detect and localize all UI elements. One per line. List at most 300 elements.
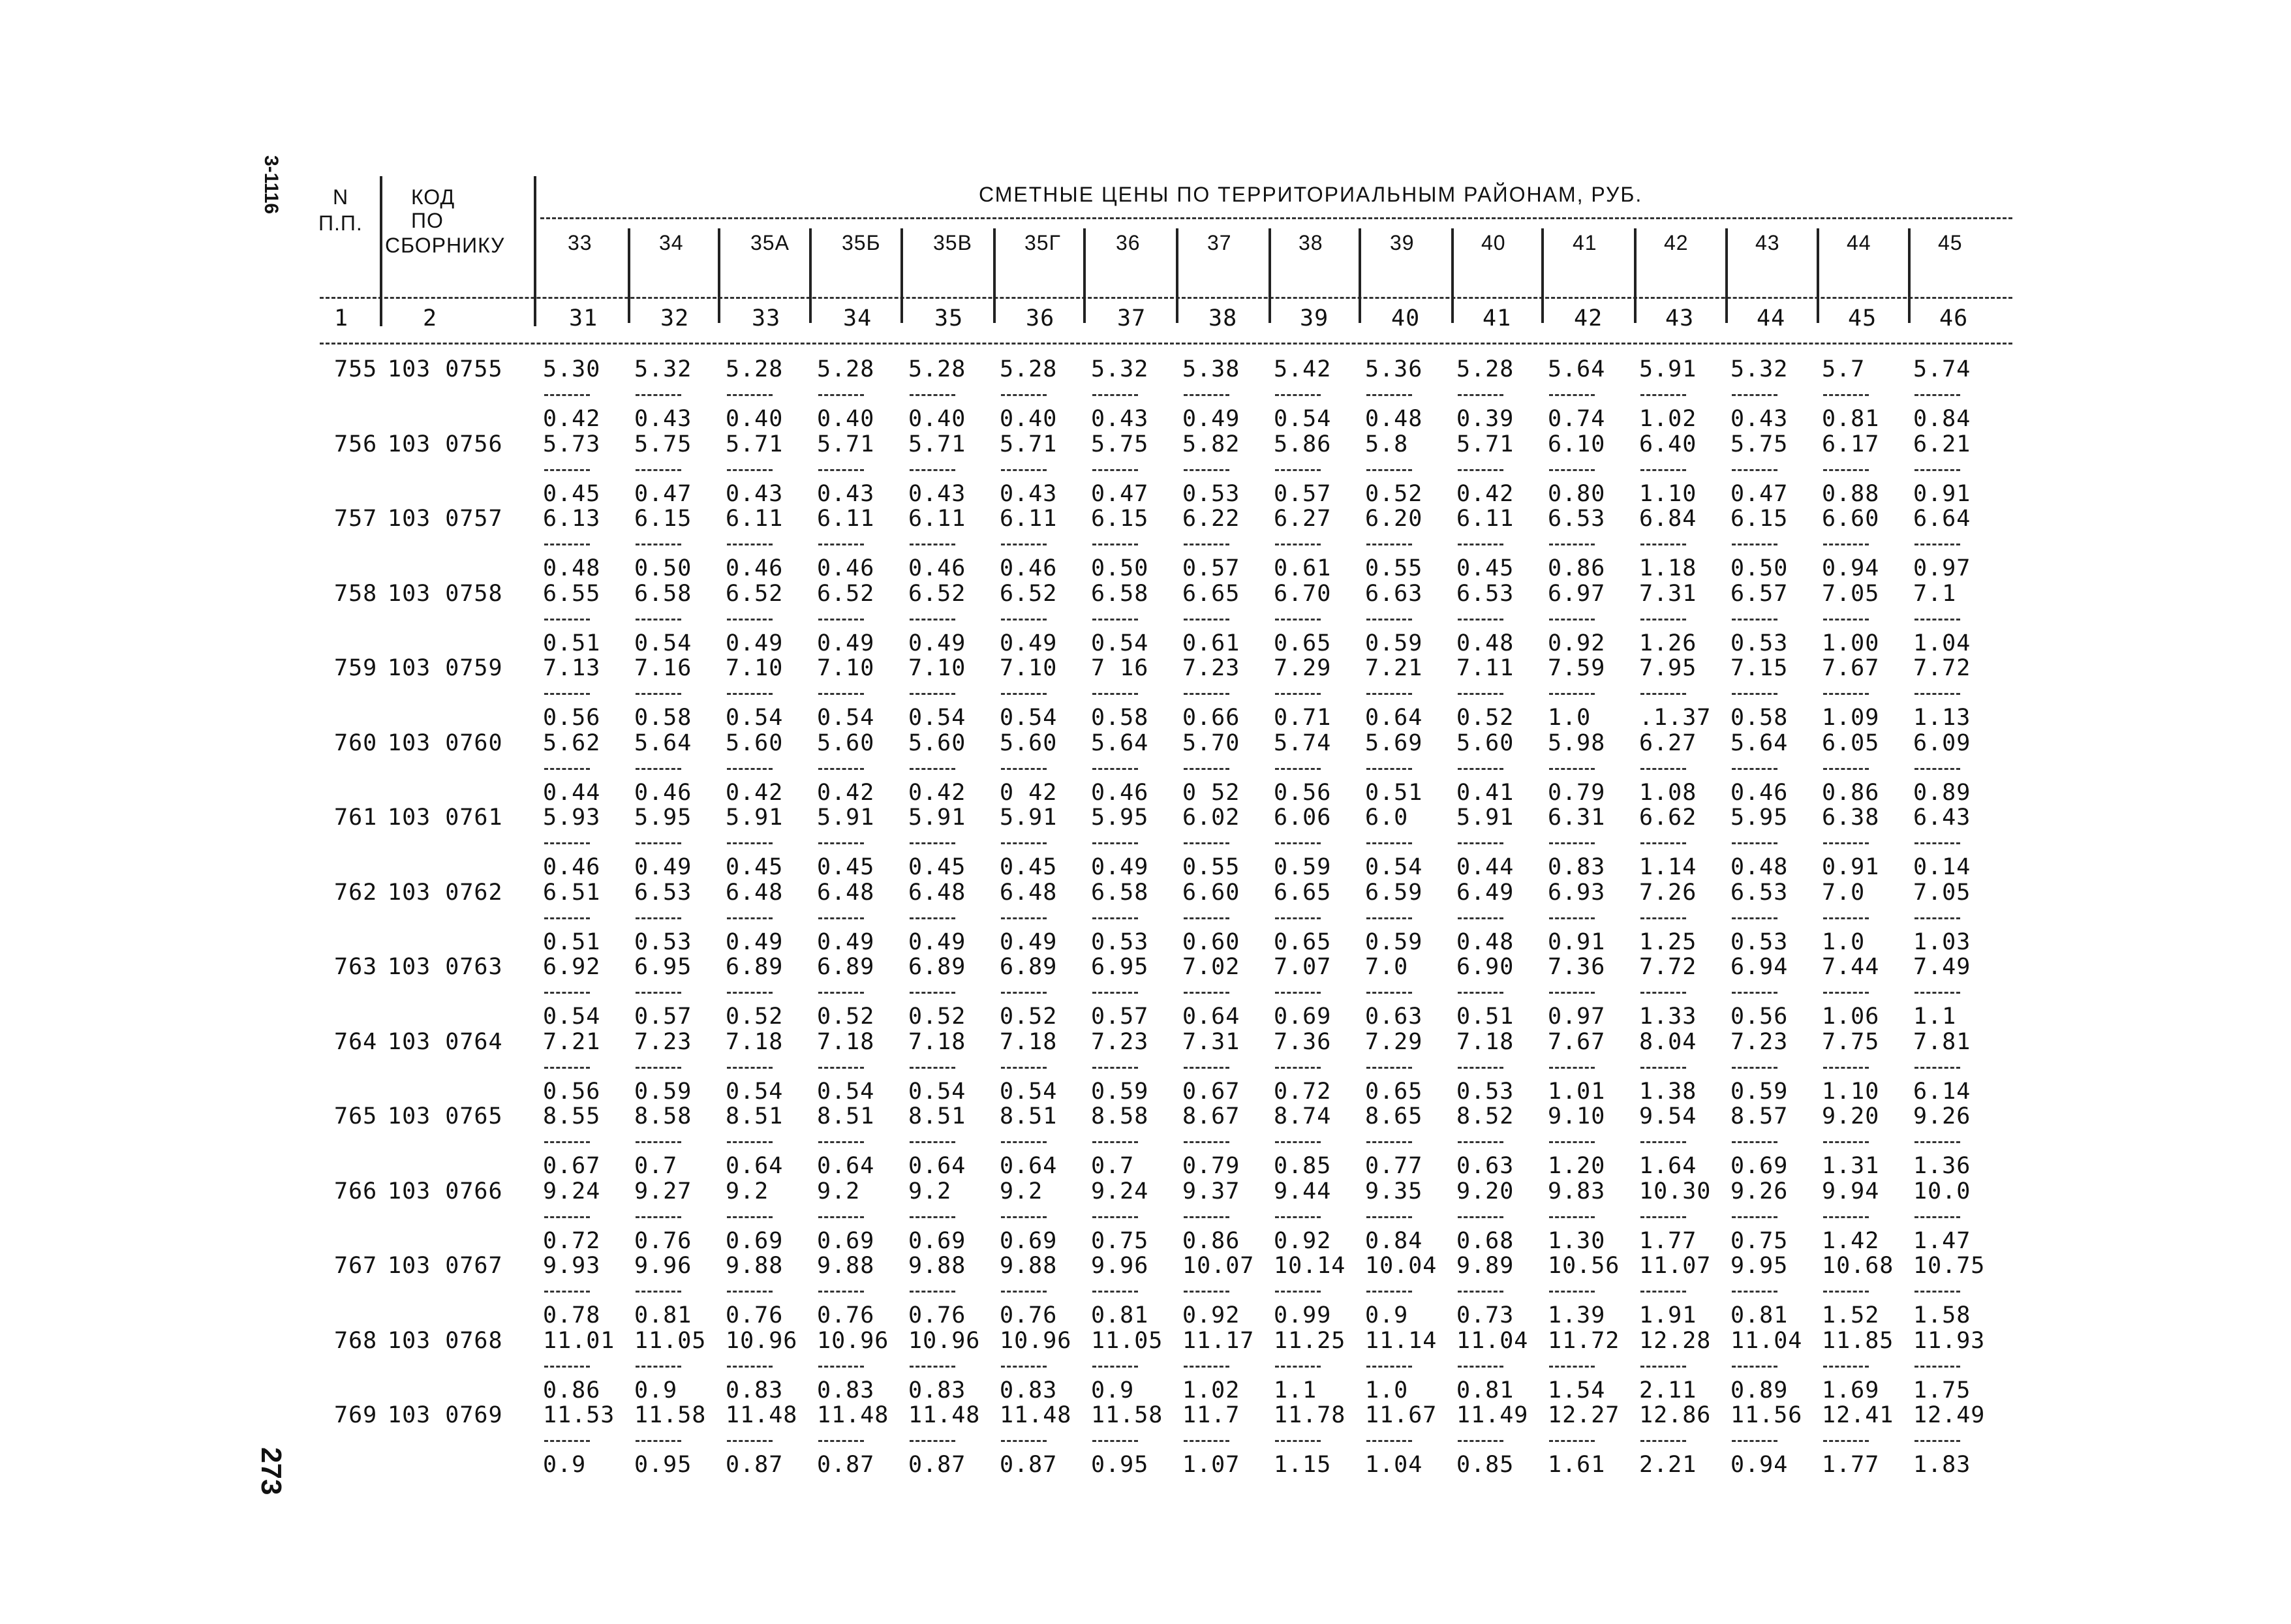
fraction-rule — [1549, 917, 1595, 919]
sub-price-cell: 0.54 — [1091, 630, 1149, 656]
sub-price-cell: 1.03 — [1913, 928, 1971, 955]
fraction-rule — [1275, 469, 1321, 471]
sub-price-cell: 0.44 — [543, 779, 601, 806]
price-cell: 5.28 — [1000, 356, 1058, 382]
district-header: 40 — [1481, 231, 1506, 254]
price-cell: 6.70 — [1274, 580, 1332, 607]
fraction-rule — [544, 394, 590, 396]
fraction-rule — [544, 1366, 590, 1368]
fraction-rule — [1184, 1216, 1229, 1218]
fraction-rule — [1275, 768, 1321, 770]
price-cell: 12.28 — [1639, 1327, 1712, 1354]
price-cell: 5.60 — [1456, 729, 1515, 756]
fraction-rule — [1275, 1141, 1321, 1143]
sub-price-cell: 1.00 — [1822, 630, 1880, 656]
fraction-rule — [727, 992, 773, 994]
sub-price-cell: 0.54 — [1000, 1078, 1058, 1105]
price-cell: 11.49 — [1456, 1402, 1529, 1428]
sub-price-cell: 1.38 — [1639, 1078, 1697, 1105]
price-cell: 6.58 — [634, 580, 692, 607]
fraction-rule — [818, 1366, 864, 1368]
fraction-rule — [910, 917, 955, 919]
sub-price-cell: 0.54 — [726, 705, 784, 731]
fraction-rule — [727, 469, 773, 471]
fraction-rule — [1275, 394, 1321, 396]
price-cell: 6.53 — [1730, 879, 1789, 906]
sub-price-cell: 0 42 — [1000, 779, 1058, 806]
sub-price-cell: 0.46 — [1091, 779, 1149, 806]
fraction-rule — [1823, 544, 1869, 545]
sub-price-cell: 0.97 — [1548, 1004, 1606, 1030]
price-cell: 7.18 — [726, 1028, 784, 1055]
fraction-rule — [1640, 768, 1686, 770]
fraction-rule — [910, 842, 955, 844]
price-cell: 7.10 — [817, 655, 875, 681]
price-cell: 7.13 — [543, 655, 601, 681]
sub-price-cell: 0.14 — [1913, 854, 1971, 880]
price-cell: 5.28 — [817, 356, 875, 382]
sub-price-cell: 0.43 — [1730, 406, 1789, 432]
fraction-rule — [1275, 1067, 1321, 1069]
price-cell: 9.88 — [908, 1253, 966, 1279]
sub-price-cell: 0.92 — [1274, 1227, 1332, 1254]
district-header: 44 — [1847, 231, 1871, 254]
fraction-rule — [1092, 619, 1138, 620]
column-number: 31 — [569, 305, 598, 331]
price-cell: 7.31 — [1182, 1028, 1240, 1055]
fraction-rule — [1732, 917, 1777, 919]
row-code: 103 0766 — [388, 1178, 503, 1204]
price-cell: 5.91 — [908, 804, 966, 831]
sub-price-cell: 0.99 — [1274, 1302, 1332, 1328]
fraction-rule — [818, 1216, 864, 1218]
price-cell: 6.15 — [1730, 506, 1789, 532]
price-cell: 5.60 — [726, 729, 784, 756]
price-cell: 10.04 — [1365, 1253, 1438, 1279]
fraction-rule — [1549, 1291, 1595, 1293]
sub-price-cell: 0.49 — [817, 928, 875, 955]
fraction-rule — [1458, 917, 1503, 919]
sub-price-cell: 0.72 — [1274, 1078, 1332, 1105]
price-cell: 7.15 — [1730, 655, 1789, 681]
fraction-rule — [1092, 544, 1138, 545]
price-cell: 6.92 — [543, 954, 601, 980]
sub-price-cell: 0.81 — [1730, 1302, 1789, 1328]
fraction-rule — [1914, 1291, 1960, 1293]
fraction-rule — [1458, 842, 1503, 844]
sub-price-cell: 0.45 — [1000, 854, 1058, 880]
sub-price-cell: 0.46 — [817, 555, 875, 581]
sub-price-cell: 1.61 — [1548, 1452, 1606, 1478]
sub-price-cell: 1.02 — [1639, 406, 1697, 432]
fraction-rule — [1458, 1216, 1503, 1218]
sub-price-cell: 0.42 — [817, 779, 875, 806]
sub-price-cell: 0.42 — [1456, 480, 1515, 507]
fraction-rule — [727, 768, 773, 770]
sub-price-cell: 0.87 — [817, 1452, 875, 1478]
column-divider — [809, 228, 812, 323]
fraction-rule — [1549, 768, 1595, 770]
sub-price-cell: 0.65 — [1274, 630, 1332, 656]
sub-price-cell: 1.52 — [1822, 1302, 1880, 1328]
fraction-rule — [1366, 1291, 1412, 1293]
sub-price-cell: 1.20 — [1548, 1153, 1606, 1179]
fraction-rule — [1092, 469, 1138, 471]
price-cell: 8.58 — [634, 1103, 692, 1129]
price-cell: 6.48 — [908, 879, 966, 906]
sub-price-cell: 0.76 — [817, 1302, 875, 1328]
fraction-rule — [727, 1291, 773, 1293]
sub-price-cell: 1.13 — [1913, 705, 1971, 731]
price-cell: 5.73 — [543, 431, 601, 457]
fraction-rule — [544, 842, 590, 844]
price-cell: 5.28 — [1456, 356, 1515, 382]
price-cell: 6.02 — [1182, 804, 1240, 831]
sub-price-cell: 0.56 — [543, 1078, 601, 1105]
sub-price-cell: 0.56 — [1730, 1004, 1789, 1030]
sub-price-cell: 0.80 — [1548, 480, 1606, 507]
column-divider — [993, 228, 996, 323]
column-divider — [1817, 228, 1819, 323]
sub-price-cell: 0.75 — [1091, 1227, 1149, 1254]
sub-price-cell: 0.46 — [1000, 555, 1058, 581]
price-cell: 8.52 — [1456, 1103, 1515, 1129]
price-cell: 7.11 — [1456, 655, 1515, 681]
fraction-rule — [1001, 1366, 1047, 1368]
price-cell: 9.88 — [817, 1253, 875, 1279]
column-number: 39 — [1300, 305, 1329, 331]
row-code: 103 0758 — [388, 580, 503, 607]
sub-price-cell: 0.56 — [543, 705, 601, 731]
price-cell: 5.75 — [1730, 431, 1789, 457]
sub-price-cell: 0.9 — [634, 1377, 678, 1403]
fraction-rule — [636, 1216, 681, 1218]
fraction-rule — [1458, 1291, 1503, 1293]
fraction-rule — [910, 992, 955, 994]
fraction-rule — [818, 1291, 864, 1293]
row-code: 103 0757 — [388, 506, 503, 532]
sub-price-cell: 0.66 — [1182, 705, 1240, 731]
column-number: 42 — [1574, 305, 1603, 331]
sub-price-cell: 0.65 — [1365, 1078, 1423, 1105]
price-cell: 5.98 — [1548, 729, 1606, 756]
sub-price-cell: 0.48 — [1456, 630, 1515, 656]
fraction-rule — [910, 1366, 955, 1368]
fraction-rule — [818, 619, 864, 620]
fraction-rule — [1549, 1067, 1595, 1069]
price-cell: 11.58 — [634, 1402, 707, 1428]
sub-price-cell: 0.53 — [1730, 928, 1789, 955]
price-cell: 7.23 — [1182, 655, 1240, 681]
sub-price-cell: 0.83 — [726, 1377, 784, 1403]
sub-price-cell: 0.85 — [1274, 1153, 1332, 1179]
price-cell: 7.07 — [1274, 954, 1332, 980]
sub-price-cell: 0.69 — [908, 1227, 966, 1254]
price-cell: 7.31 — [1639, 580, 1697, 607]
sub-price-cell: 0.81 — [1822, 406, 1880, 432]
price-cell: 7.18 — [908, 1028, 966, 1055]
sub-price-cell: 0.76 — [908, 1302, 966, 1328]
price-cell: 7.0 — [1365, 954, 1409, 980]
sub-price-cell: 0.64 — [908, 1153, 966, 1179]
row-number: 761 — [334, 804, 378, 831]
district-header: 35Б — [842, 231, 881, 254]
sub-price-cell: 1.10 — [1822, 1078, 1880, 1105]
sub-price-cell: 0.59 — [1091, 1078, 1149, 1105]
fraction-rule — [1001, 693, 1047, 695]
price-cell: 9.37 — [1182, 1178, 1240, 1204]
fraction-rule — [1001, 469, 1047, 471]
row-code: 103 0756 — [388, 431, 503, 457]
fraction-rule — [1092, 1067, 1138, 1069]
sub-price-cell: 0.42 — [543, 406, 601, 432]
header-rule — [320, 297, 2012, 299]
price-cell: 11.72 — [1548, 1327, 1620, 1354]
page-number: 273 — [255, 1447, 287, 1495]
price-cell: 9.20 — [1822, 1103, 1880, 1129]
sub-price-cell: 0.79 — [1182, 1153, 1240, 1179]
sub-price-cell: 0.78 — [543, 1302, 601, 1328]
sub-price-cell: 1.54 — [1548, 1377, 1606, 1403]
fraction-rule — [818, 693, 864, 695]
sub-price-cell: 0.67 — [543, 1153, 601, 1179]
sub-price-cell: 0.49 — [908, 928, 966, 955]
column-number: 44 — [1757, 305, 1786, 331]
price-cell: 8.51 — [908, 1103, 966, 1129]
price-cell: 5.60 — [817, 729, 875, 756]
sub-price-cell: 0.46 — [634, 779, 692, 806]
row-number: 755 — [334, 356, 378, 382]
fraction-rule — [1640, 1067, 1686, 1069]
price-cell: 11.04 — [1456, 1327, 1529, 1354]
sub-price-cell: 0.48 — [1730, 854, 1789, 880]
sub-price-cell: 0.43 — [908, 480, 966, 507]
price-cell: 8.57 — [1730, 1103, 1789, 1129]
price-cell: 6.38 — [1822, 804, 1880, 831]
header-pp: П.П. — [318, 211, 363, 235]
fraction-rule — [818, 1067, 864, 1069]
fraction-rule — [1823, 1291, 1869, 1293]
fraction-rule — [1092, 842, 1138, 844]
price-cell: 6.89 — [908, 954, 966, 980]
sub-price-cell: 0.61 — [1274, 555, 1332, 581]
sub-price-cell: 0.57 — [1274, 480, 1332, 507]
fraction-rule — [1458, 1141, 1503, 1143]
price-cell: 5.36 — [1365, 356, 1423, 382]
fraction-rule — [818, 394, 864, 396]
price-cell: 11.01 — [543, 1327, 615, 1354]
price-cell: 5.74 — [1274, 729, 1332, 756]
price-cell: 6.06 — [1274, 804, 1332, 831]
sub-price-cell: 0.7 — [1091, 1153, 1135, 1179]
price-cell: 5.64 — [634, 729, 692, 756]
column-number: 34 — [843, 305, 872, 331]
fraction-rule — [1549, 1366, 1595, 1368]
sub-price-cell: 0.45 — [1456, 555, 1515, 581]
sub-price-cell: 0.91 — [1548, 928, 1606, 955]
fraction-rule — [1458, 1366, 1503, 1368]
price-cell: 8.67 — [1182, 1103, 1240, 1129]
column-number: 40 — [1391, 305, 1421, 331]
fraction-rule — [727, 1216, 773, 1218]
column-divider — [1359, 228, 1361, 323]
fraction-rule — [636, 469, 681, 471]
sub-price-cell: 0.71 — [1274, 705, 1332, 731]
sub-price-cell: 0.87 — [726, 1452, 784, 1478]
price-cell: 7.16 — [634, 655, 692, 681]
sub-price-cell: 0.47 — [1091, 480, 1149, 507]
price-cell: 10.96 — [726, 1327, 798, 1354]
price-cell: 12.86 — [1639, 1402, 1712, 1428]
price-cell: 11.48 — [908, 1402, 981, 1428]
price-cell: 9.96 — [1091, 1253, 1149, 1279]
sub-price-cell: 0.43 — [1000, 480, 1058, 507]
fraction-rule — [1549, 693, 1595, 695]
price-cell: 9.2 — [817, 1178, 861, 1204]
sub-price-cell: 0.46 — [1730, 779, 1789, 806]
sub-price-cell: 0.40 — [908, 406, 966, 432]
price-cell: 5.95 — [1730, 804, 1789, 831]
price-cell: 6.53 — [1548, 506, 1606, 532]
sub-price-cell: 1.31 — [1822, 1153, 1880, 1179]
price-cell: 6.31 — [1548, 804, 1606, 831]
price-cell: 7.72 — [1913, 655, 1971, 681]
price-cell: 9.93 — [543, 1253, 601, 1279]
fraction-rule — [1366, 1141, 1412, 1143]
fraction-rule — [818, 1141, 864, 1143]
sub-price-cell: 0.64 — [1182, 1004, 1240, 1030]
fraction-rule — [1823, 768, 1869, 770]
sub-price-cell: 0.49 — [817, 630, 875, 656]
price-cell: 7.44 — [1822, 954, 1880, 980]
sub-price-cell: 1.14 — [1639, 854, 1697, 880]
fraction-rule — [1275, 917, 1321, 919]
price-cell: 9.2 — [1000, 1178, 1043, 1204]
price-cell: 7.23 — [634, 1028, 692, 1055]
header-code: КОД — [411, 185, 455, 209]
sub-price-cell: 1.04 — [1913, 630, 1971, 656]
sub-price-cell: 0.53 — [1730, 630, 1789, 656]
fraction-rule — [1914, 768, 1960, 770]
row-code: 103 0767 — [388, 1253, 503, 1279]
price-cell: 6.48 — [1000, 879, 1058, 906]
fraction-rule — [1640, 1141, 1686, 1143]
sub-price-cell: 0.9 — [1091, 1377, 1135, 1403]
fraction-rule — [1914, 394, 1960, 396]
fraction-rule — [636, 1440, 681, 1442]
fraction-rule — [636, 544, 681, 545]
price-cell: 11.07 — [1639, 1253, 1712, 1279]
price-cell: 9.88 — [726, 1253, 784, 1279]
sub-price-cell: 1.07 — [1182, 1452, 1240, 1478]
price-cell: 7.36 — [1274, 1028, 1332, 1055]
sub-price-cell: 0.41 — [1456, 779, 1515, 806]
district-header: 45 — [1938, 231, 1963, 254]
price-cell: 6.95 — [1091, 954, 1149, 980]
sub-price-cell: 0.53 — [1456, 1078, 1515, 1105]
sub-price-cell: 0.9 — [543, 1452, 587, 1478]
sub-price-cell: 0.81 — [634, 1302, 692, 1328]
fraction-rule — [636, 1141, 681, 1143]
price-cell: 6.58 — [1091, 580, 1149, 607]
district-header: 35А — [750, 231, 790, 254]
sub-price-cell: 0.48 — [543, 555, 601, 581]
price-cell: 7.29 — [1365, 1028, 1423, 1055]
price-cell: 9.10 — [1548, 1103, 1606, 1129]
sub-price-cell: 1.15 — [1274, 1452, 1332, 1478]
fraction-rule — [1184, 992, 1229, 994]
fraction-rule — [636, 1366, 681, 1368]
sub-price-cell: 1.26 — [1639, 630, 1697, 656]
sub-price-cell: 0.95 — [1091, 1452, 1149, 1478]
sub-price-cell: 0.59 — [1274, 854, 1332, 880]
price-cell: 10.96 — [1000, 1327, 1072, 1354]
sub-price-cell: 0.68 — [1456, 1227, 1515, 1254]
sub-price-cell: 0.67 — [1182, 1078, 1240, 1105]
colnum-1: 1 — [334, 305, 349, 331]
price-cell: 5.7 — [1822, 356, 1866, 382]
price-cell: 5.62 — [543, 729, 601, 756]
fraction-rule — [727, 544, 773, 545]
fraction-rule — [1184, 1440, 1229, 1442]
price-cell: 5.91 — [726, 804, 784, 831]
fraction-rule — [727, 1141, 773, 1143]
fraction-rule — [1001, 768, 1047, 770]
fraction-rule — [1092, 1141, 1138, 1143]
price-cell: 11.67 — [1365, 1402, 1438, 1428]
column-divider — [1176, 228, 1178, 323]
price-cell: 8.58 — [1091, 1103, 1149, 1129]
fraction-rule — [1549, 1141, 1595, 1143]
fraction-rule — [544, 1291, 590, 1293]
fraction-rule — [1184, 394, 1229, 396]
row-number: 765 — [334, 1103, 378, 1129]
price-cell: 6.21 — [1913, 431, 1971, 457]
sub-price-cell: 0.48 — [1365, 406, 1423, 432]
sub-price-cell: 0.54 — [908, 1078, 966, 1105]
price-cell: 6.65 — [1274, 879, 1332, 906]
sub-price-cell: 0.48 — [1456, 928, 1515, 955]
sub-price-cell: .1.37 — [1639, 705, 1712, 731]
column-divider — [534, 176, 536, 326]
price-cell: 10.75 — [1913, 1253, 1986, 1279]
price-cell: 9.96 — [634, 1253, 692, 1279]
header-rule — [320, 343, 2012, 345]
sub-price-cell: 0.81 — [1091, 1302, 1149, 1328]
sub-price-cell: 1.10 — [1639, 480, 1697, 507]
price-cell: 7.75 — [1822, 1028, 1880, 1055]
price-cell: 5.70 — [1182, 729, 1240, 756]
fraction-rule — [1823, 1216, 1869, 1218]
price-cell: 6.95 — [634, 954, 692, 980]
fraction-rule — [910, 768, 955, 770]
column-number: 33 — [752, 305, 781, 331]
price-cell: 11.04 — [1730, 1327, 1803, 1354]
sub-price-cell: 0.39 — [1456, 406, 1515, 432]
sub-price-cell: 0.55 — [1182, 854, 1240, 880]
sub-price-cell: 0.86 — [1822, 779, 1880, 806]
fraction-rule — [1823, 917, 1869, 919]
price-cell: 6.11 — [726, 506, 784, 532]
price-cell: 7.72 — [1639, 954, 1697, 980]
price-cell: 6.53 — [1456, 580, 1515, 607]
fraction-rule — [1366, 1440, 1412, 1442]
sub-price-cell: 0.92 — [1182, 1302, 1240, 1328]
price-cell: 11.93 — [1913, 1327, 1986, 1354]
fraction-rule — [727, 1067, 773, 1069]
header-title: СМЕТНЫЕ ЦЕНЫ ПО ТЕРРИТОРИАЛЬНЫМ РАЙОНАМ, РУБ. — [979, 183, 1643, 206]
sub-price-cell: 1.1 — [1913, 1004, 1957, 1030]
